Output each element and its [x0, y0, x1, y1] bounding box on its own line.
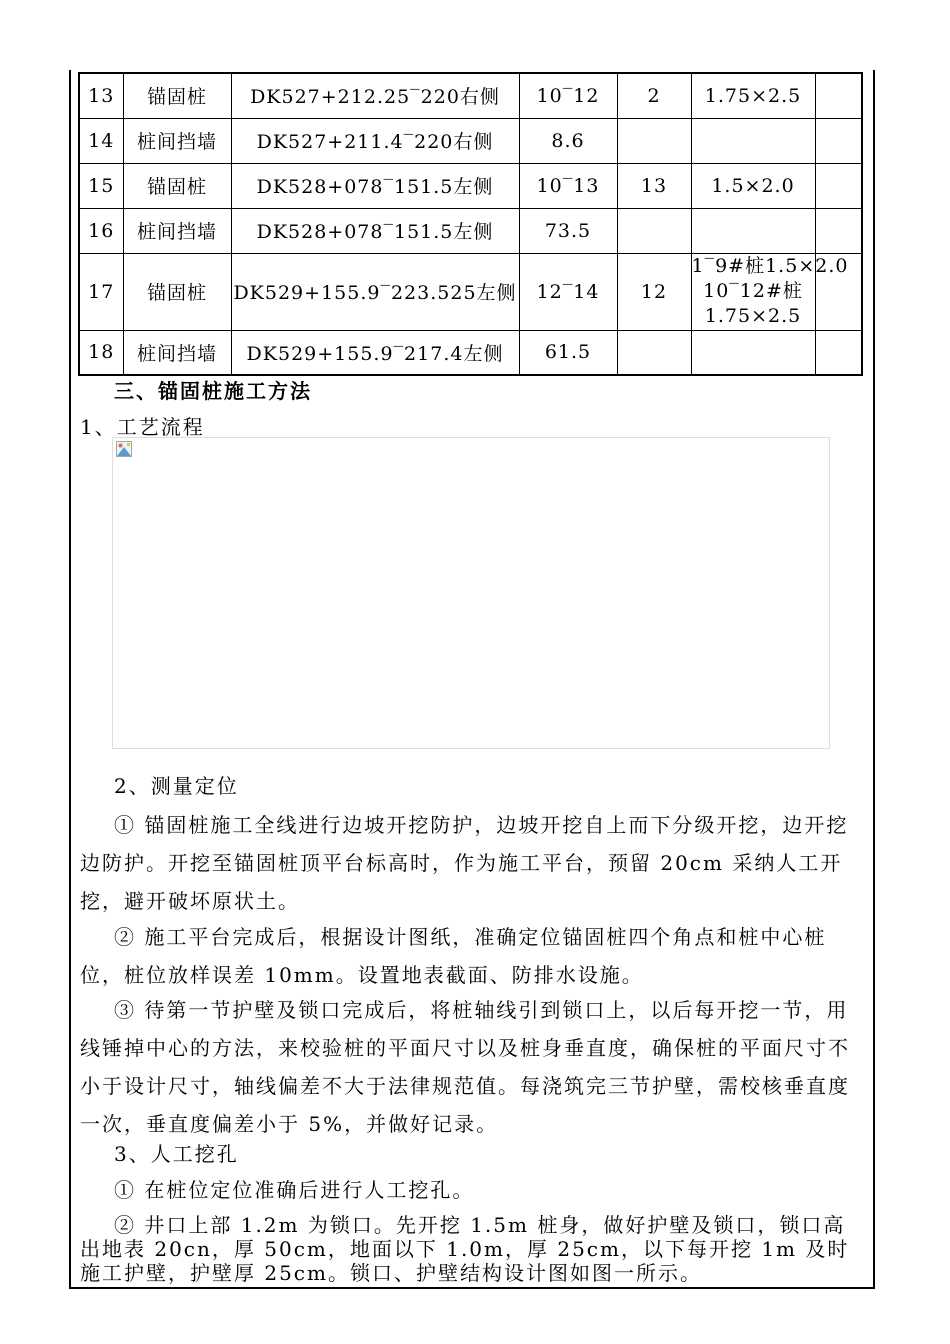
- paragraph: ① 锚固桩施工全线进行边坡开挖防护，边坡开挖自上而下分级开挖，边开挖边防护。开挖至锚固桩顶平台标高时，作为施工平台，预留 20cm 采纳人工开挖，避开破坏原状土。: [80, 813, 849, 913]
- process-flow-image-placeholder: [112, 437, 830, 749]
- paragraph: ① 在桩位定位准确后进行人工挖孔。: [114, 1178, 475, 1202]
- cell-no: 14: [79, 118, 123, 163]
- cell-no: 13: [79, 73, 123, 118]
- cell-type: 桩间挡墙: [123, 208, 231, 253]
- cell-mileage: DK528+078‾151.5左侧: [231, 163, 519, 208]
- cell-length: 8.6: [519, 118, 617, 163]
- paragraph: ③ 待第一节护壁及锁口完成后，将桩轴线引到锁口上，以后每开挖一节，用线锤掉中心的方法，来校验桩的平面尺寸以及桩身垂直度，确保桩的平面尺寸不小于设计尺寸，轴线偏差不大于法律规范值。每浇筑完三节护壁，需校核垂直度一次，垂直度偏差小于 5%，并做好记录。: [80, 998, 850, 1136]
- section-heading: 三、锚固桩施工方法: [114, 379, 312, 403]
- cell-section-multiline: [691, 253, 849, 330]
- cell-note: [815, 73, 862, 118]
- cell-type: 桩间挡墙: [123, 118, 231, 163]
- cell-count: [617, 118, 691, 163]
- cell-count: [617, 330, 691, 375]
- cell-section: [691, 118, 815, 163]
- cell-note: [815, 118, 862, 163]
- cell-section: 1.5×2.0: [691, 163, 815, 208]
- cell-no: 17: [79, 253, 123, 330]
- cell-count: 12: [617, 253, 691, 330]
- cell-count: 13: [617, 163, 691, 208]
- broken-image-icon: [116, 441, 132, 457]
- cell-mileage: DK527+211.4‾220右侧: [231, 118, 519, 163]
- table-row: [79, 208, 862, 253]
- cell-type: 锚固桩: [123, 163, 231, 208]
- table-row: [79, 330, 862, 375]
- cell-section: [691, 208, 815, 253]
- cell-count: 2: [617, 73, 691, 118]
- table-row: [79, 253, 862, 330]
- cell-no: 16: [79, 208, 123, 253]
- cell-note: [815, 163, 862, 208]
- cell-section: 1.75×2.5: [691, 73, 815, 118]
- section-line: 10‾12#桩: [703, 280, 803, 302]
- subsection-title: 1、工艺流程: [80, 415, 205, 439]
- cell-mileage: DK527+212.25‾220右侧: [231, 73, 519, 118]
- section-line: 1‾9#桩1.5×2.0: [691, 255, 849, 277]
- table-row: [79, 163, 862, 208]
- pile-spec-table: [78, 72, 863, 376]
- cell-no: 18: [79, 330, 123, 375]
- cell-length: 12‾14: [519, 253, 617, 330]
- paragraph: ② 施工平台完成后，根据设计图纸，准确定位锚固桩四个角点和桩中心桩位，桩位放样误差 10mm。设置地表截面、防排水设施。: [80, 925, 827, 987]
- table-row: [79, 73, 862, 118]
- cell-type: 锚固桩: [123, 253, 231, 330]
- cell-type: 锚固桩: [123, 73, 231, 118]
- cell-note: [815, 330, 862, 375]
- subsection-title: 3、人工挖孔: [114, 1142, 239, 1166]
- subsection-title: 2、测量定位: [114, 774, 239, 798]
- cell-mileage: DK529+155.9‾217.4左侧: [231, 330, 519, 375]
- cell-length: 10‾13: [519, 163, 617, 208]
- cell-note: [815, 208, 862, 253]
- cell-mileage: DK528+078‾151.5左侧: [231, 208, 519, 253]
- cell-length: 73.5: [519, 208, 617, 253]
- table-row: [79, 118, 862, 163]
- section-line: 1.75×2.5: [704, 305, 802, 327]
- cell-mileage: DK529+155.9‾223.525左侧: [231, 253, 519, 330]
- cell-section: [691, 330, 815, 375]
- cell-no: 15: [79, 163, 123, 208]
- cell-length: 61.5: [519, 330, 617, 375]
- cell-length: 10‾12: [519, 73, 617, 118]
- paragraph: ② 井口上部 1.2m 为锁口。先开挖 1.5m 桩身，做好护壁及锁口，锁口高出地表 20cn，厚 50cm，地面以下 1.0m，厚 25cm，以下每开挖 1m 及时施工护壁，护壁厚 25cm。锁口、护壁结构设计图如图一所示。: [80, 1213, 850, 1285]
- cell-count: [617, 208, 691, 253]
- cell-type: 桩间挡墙: [123, 330, 231, 375]
